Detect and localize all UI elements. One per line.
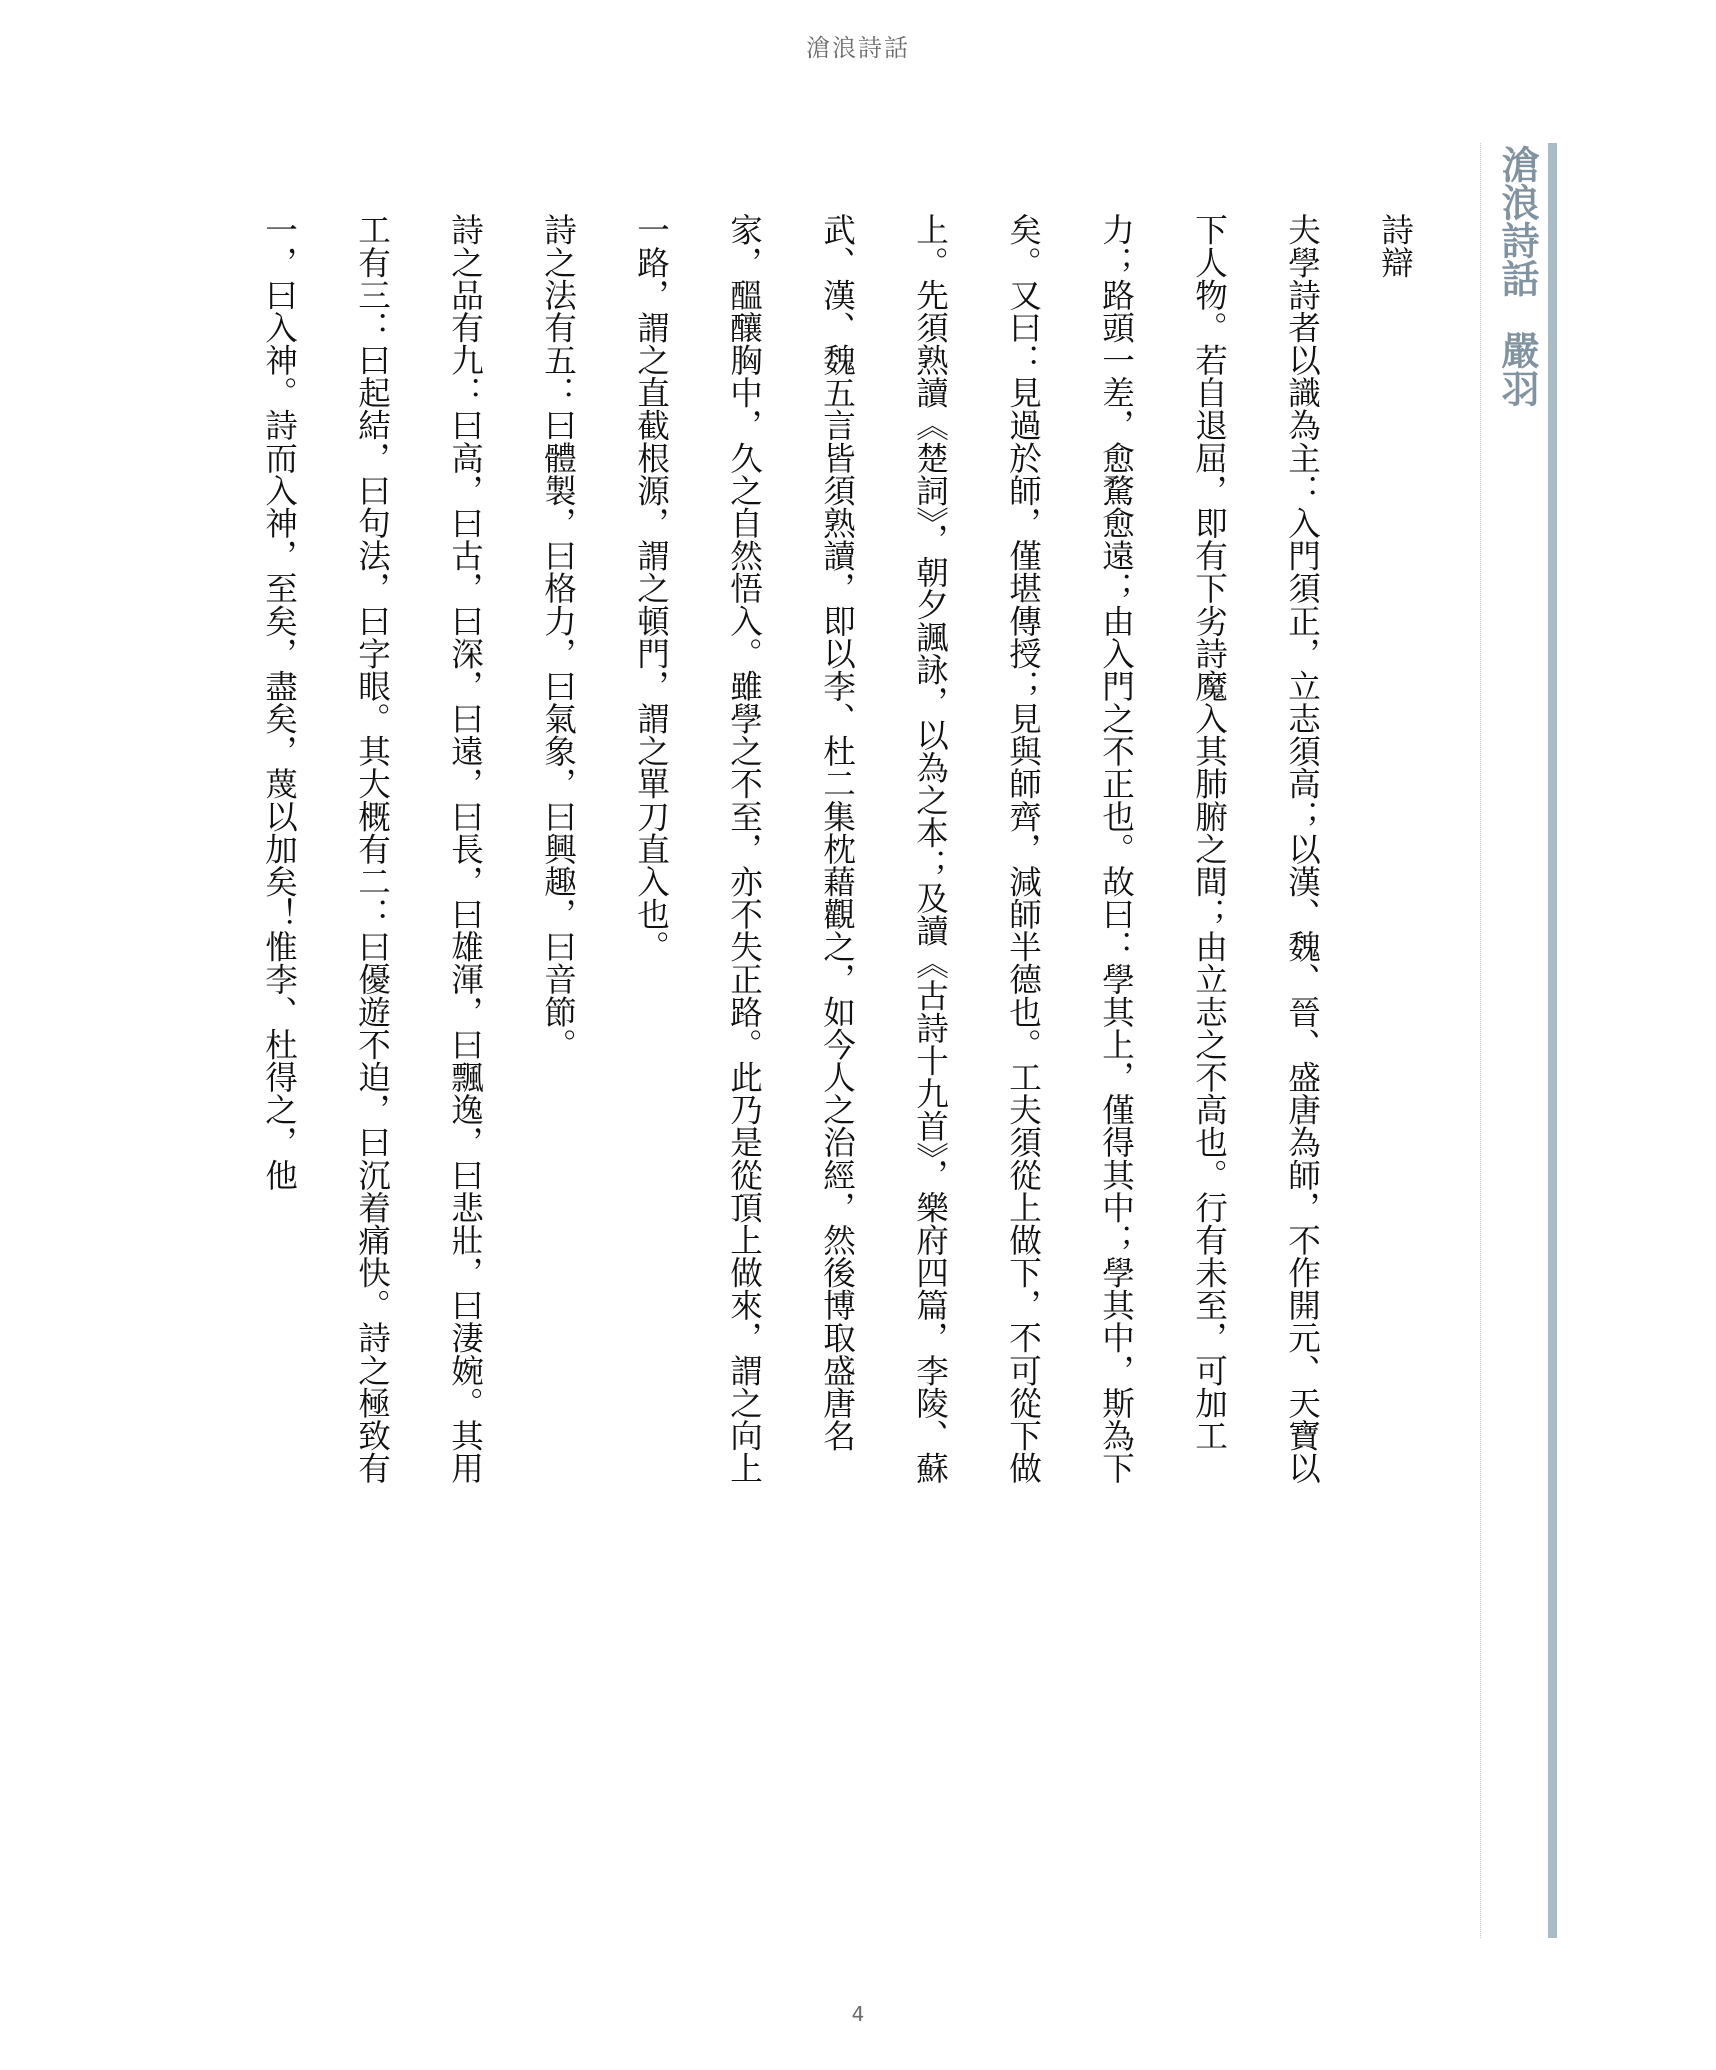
paragraph: 夫學詩者以識為主：入門須正，立志須高；以漢、魏、晉、盛唐為師，不作開元、天寶以下人物。若自退屈，即有下劣詩魔入其肺腑之間；由立志之不高也。行有未至，可加工力；路頭一差，愈騖愈遠；由入門之不正也。故曰：學其上，僅得其中；學其中，斯為下矣。又曰：見過於師，僅堪傳授；見與師齊，減師半德也。工夫須從上做下，不可從下做上。先須熟讀《楚詞》，朝夕諷詠，以為之本；及讀《古詩十九首》，樂府四篇，李陵、蘇武、漢、魏五言皆須熟讀，即以李、杜二集枕藉觀之，如今人之治經，然後博取盛唐名家，醞釀胸中，久之自然悟入。雖學之不至，亦不失正路。此乃是從頂上做來，謂之向上一路，謂之直截根源，謂之頓門，謂之單刀直入也。 [632, 213, 1321, 1485]
book-title: 滄浪詩話 [1495, 145, 1539, 297]
paragraph: 詩之品有九：曰高，曰古，曰深，曰遠，曰長，曰雄渾，曰飄逸，曰悲壯，曰淒婉。其用工有三：曰起結，曰句法，曰字眼。其大概有二：曰優遊不迫，曰沉着痛快。詩之極致有一，曰入神。詩而入神，至矣，盡矣，蔑以加矣！惟李、杜得之，他 [260, 213, 484, 1485]
page-number: 4 [851, 2002, 865, 2026]
author-name: 嚴羽 [1495, 331, 1539, 407]
sidebar-accent-bar [1548, 143, 1557, 1938]
title-author-separator [1514, 297, 1520, 331]
book-title-block [1494, 145, 1540, 505]
running-header: 滄浪詩話 [806, 34, 910, 62]
main-text [232, 213, 1441, 1493]
section-heading: 詩辯 [1376, 213, 1414, 279]
sidebar-dotted-rule [1480, 143, 1481, 1938]
paragraph: 詩之法有五：曰體製，曰格力，曰氣象，曰興趣，曰音節。 [539, 213, 577, 1061]
